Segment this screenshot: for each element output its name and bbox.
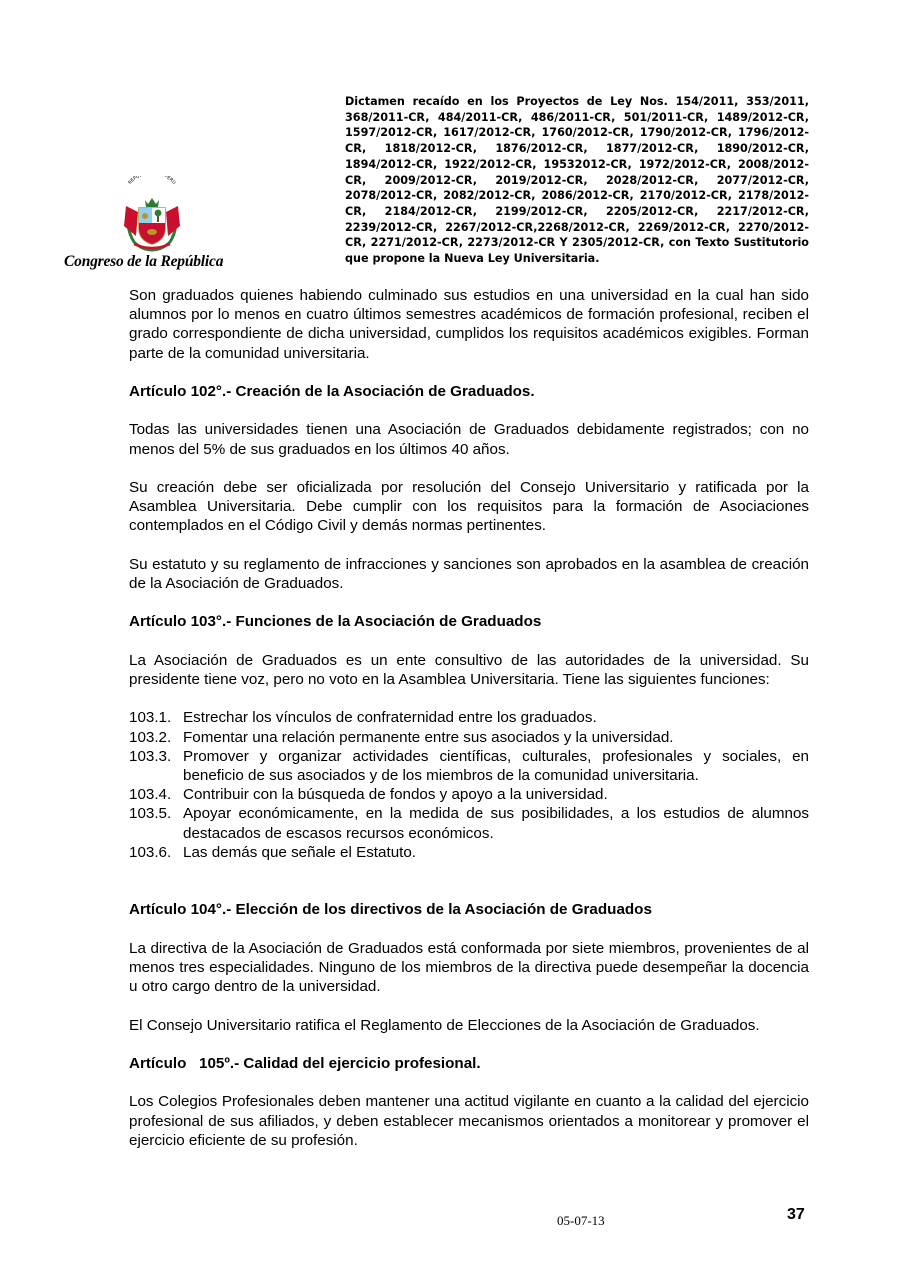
article-105-title: Artículo 105º.- Calidad del ejercicio profesional. (129, 1054, 481, 1072)
list-item-text: Estrechar los vínculos de confraternidad entre los graduados. (183, 709, 597, 727)
article-104-paragraph-1: La directiva de la Asociación de Graduados está conformada por siete miembros, provenientes de al menos tres especialidades. Ninguno de los miembros de la directiva puede desempeñar la docencia u otro cargo dentro de la universidad. (129, 939, 809, 996)
article-104-paragraph-2: El Consejo Universitario ratifica el Reglamento de Elecciones de la Asociación de Graduados. (129, 1016, 760, 1034)
article-102-paragraph-1: Todas las universidades tienen una Asociación de Graduados debidamente registrados; con no menos del 5% de sus graduados en los últimos 40 años. (129, 421, 809, 458)
institution-name: Congreso de la República (64, 253, 224, 270)
list-item-number: 103.4. (129, 786, 172, 804)
document-body (129, 286, 809, 1169)
list-item (129, 708, 809, 727)
list-item-text: Contribuir con la búsqueda de fondos y apoyo a la universidad. (183, 786, 608, 804)
article-104-title: Artículo 104°.- Elección de los directivos de la Asociación de Graduados (129, 901, 652, 919)
list-item (129, 728, 809, 747)
footer-date: 05-07-13 (557, 1213, 605, 1228)
article-103-title: Artículo 103°.- Funciones de la Asociación de Graduados (129, 613, 542, 631)
list-item-text: Promover y organizar actividades científicas, culturales, profesionales y sociales, en beneficio de sus asociados y de los miembros de la comunidad universitaria. (183, 747, 809, 784)
list-item (129, 843, 809, 862)
list-item (129, 785, 809, 804)
blank-line (129, 881, 809, 900)
list-item (129, 747, 809, 785)
article-102-title: Artículo 102°.- Creación de la Asociación de Graduados. (129, 383, 535, 400)
list-item-number: 103.3. (129, 747, 172, 765)
page-number: 37 (787, 1206, 805, 1223)
functions-list (129, 708, 809, 862)
list-item-number: 103.5. (129, 805, 172, 823)
list-item-text: Fomentar una relación permanente entre sus asociados y la universidad. (183, 728, 674, 746)
intro-paragraph: Son graduados quienes habiendo culminado sus estudios en una universidad en la cual han sido alumnos por lo menos en cuatro últimos semestres académicos de formación profesional, reciben el grado correspondiente de dicha universidad, cumplidos los requisitos académicos exigibles. Forman parte de la comunidad universitaria. (129, 287, 809, 362)
list-item (129, 804, 809, 842)
list-item-number: 103.6. (129, 843, 172, 861)
article-102-paragraph-2: Su creación debe ser oficializada por resolución del Consejo Universitario y ratificada por la Asamblea Universitaria. Debe cumplir con los requisitos para la formación de Asociaciones contemplados en el Código Civil y demás normas pertinentes. (129, 478, 809, 535)
list-item-text: Las demás que señale el Estatuto. (183, 843, 417, 861)
coat-of-arms-icon (112, 176, 192, 256)
svg-text:REPUBLICA DEL PERU (127, 176, 177, 186)
list-item-number: 103.1. (129, 709, 172, 727)
article-103-paragraph-1: La Asociación de Graduados es un ente consultivo de las autoridades de la universidad. Su presidente tiene voz, pero no voto en la Asamblea Universitaria. Tiene las siguientes funciones: (129, 651, 809, 688)
article-102-paragraph-3: Su estatuto y su reglamento de infracciones y sanciones son aprobados en la asamblea de creación de la Asociación de Graduados. (129, 555, 809, 592)
coat-of-arms-logo (112, 176, 192, 256)
article-105-paragraph-1: Los Colegios Profesionales deben mantener una actitud vigilante en cuanto a la calidad del ejercicio profesional de sus afiliados, y deben establecer mecanismos orientados a monitorear y promover el ejercicio eficiente de su profesión. (129, 1093, 809, 1149)
dictamen-header: Dictamen recaído en los Proyectos de Ley Nos. 154/2011, 353/2011, 368/2011-CR, 484/2011-CR, 486/2011-CR, 501/2011-CR, 1489/2012-CR, 1597/2012-CR, 1617/2012-CR, 1760/2012-CR, 1790/2012-CR, 1796/2012-CR, 1818/2012-CR, 1876/2012-CR, 1877/2012-CR, 1890/2012-CR, 1894/2012-CR, 1922/2012-CR, 19532012-CR, 1972/2012-CR, 2008/2012-CR, 2009/2012-CR, 2019/2012-CR, 2028/2012-CR, 2077/2012-CR, 2078/2012-CR, 2082/2012-CR, 2086/2012-CR, 2170/2012-CR, 2178/2012-CR, 2184/2012-CR, 2199/2012-CR, 2205/2012-CR, 2217/2012-CR, 2239/2012-CR, 2267/2012-CR,2268/2012-CR, 2269/2012-CR, 2270/2012-CR, 2271/2012-CR, 2273/2012-CR Y 2305/2012-CR, con Texto Sustitutorio que propone la Nueva Ley Universitaria. (345, 95, 809, 266)
logo-caption: REPU PERU (127, 176, 177, 186)
list-item-text: Apoyar económicamente, en la medida de sus posibilidades, a los estudios de alumnos destacados de escasos recursos económicos. (183, 805, 809, 842)
list-item-number: 103.2. (129, 728, 172, 746)
